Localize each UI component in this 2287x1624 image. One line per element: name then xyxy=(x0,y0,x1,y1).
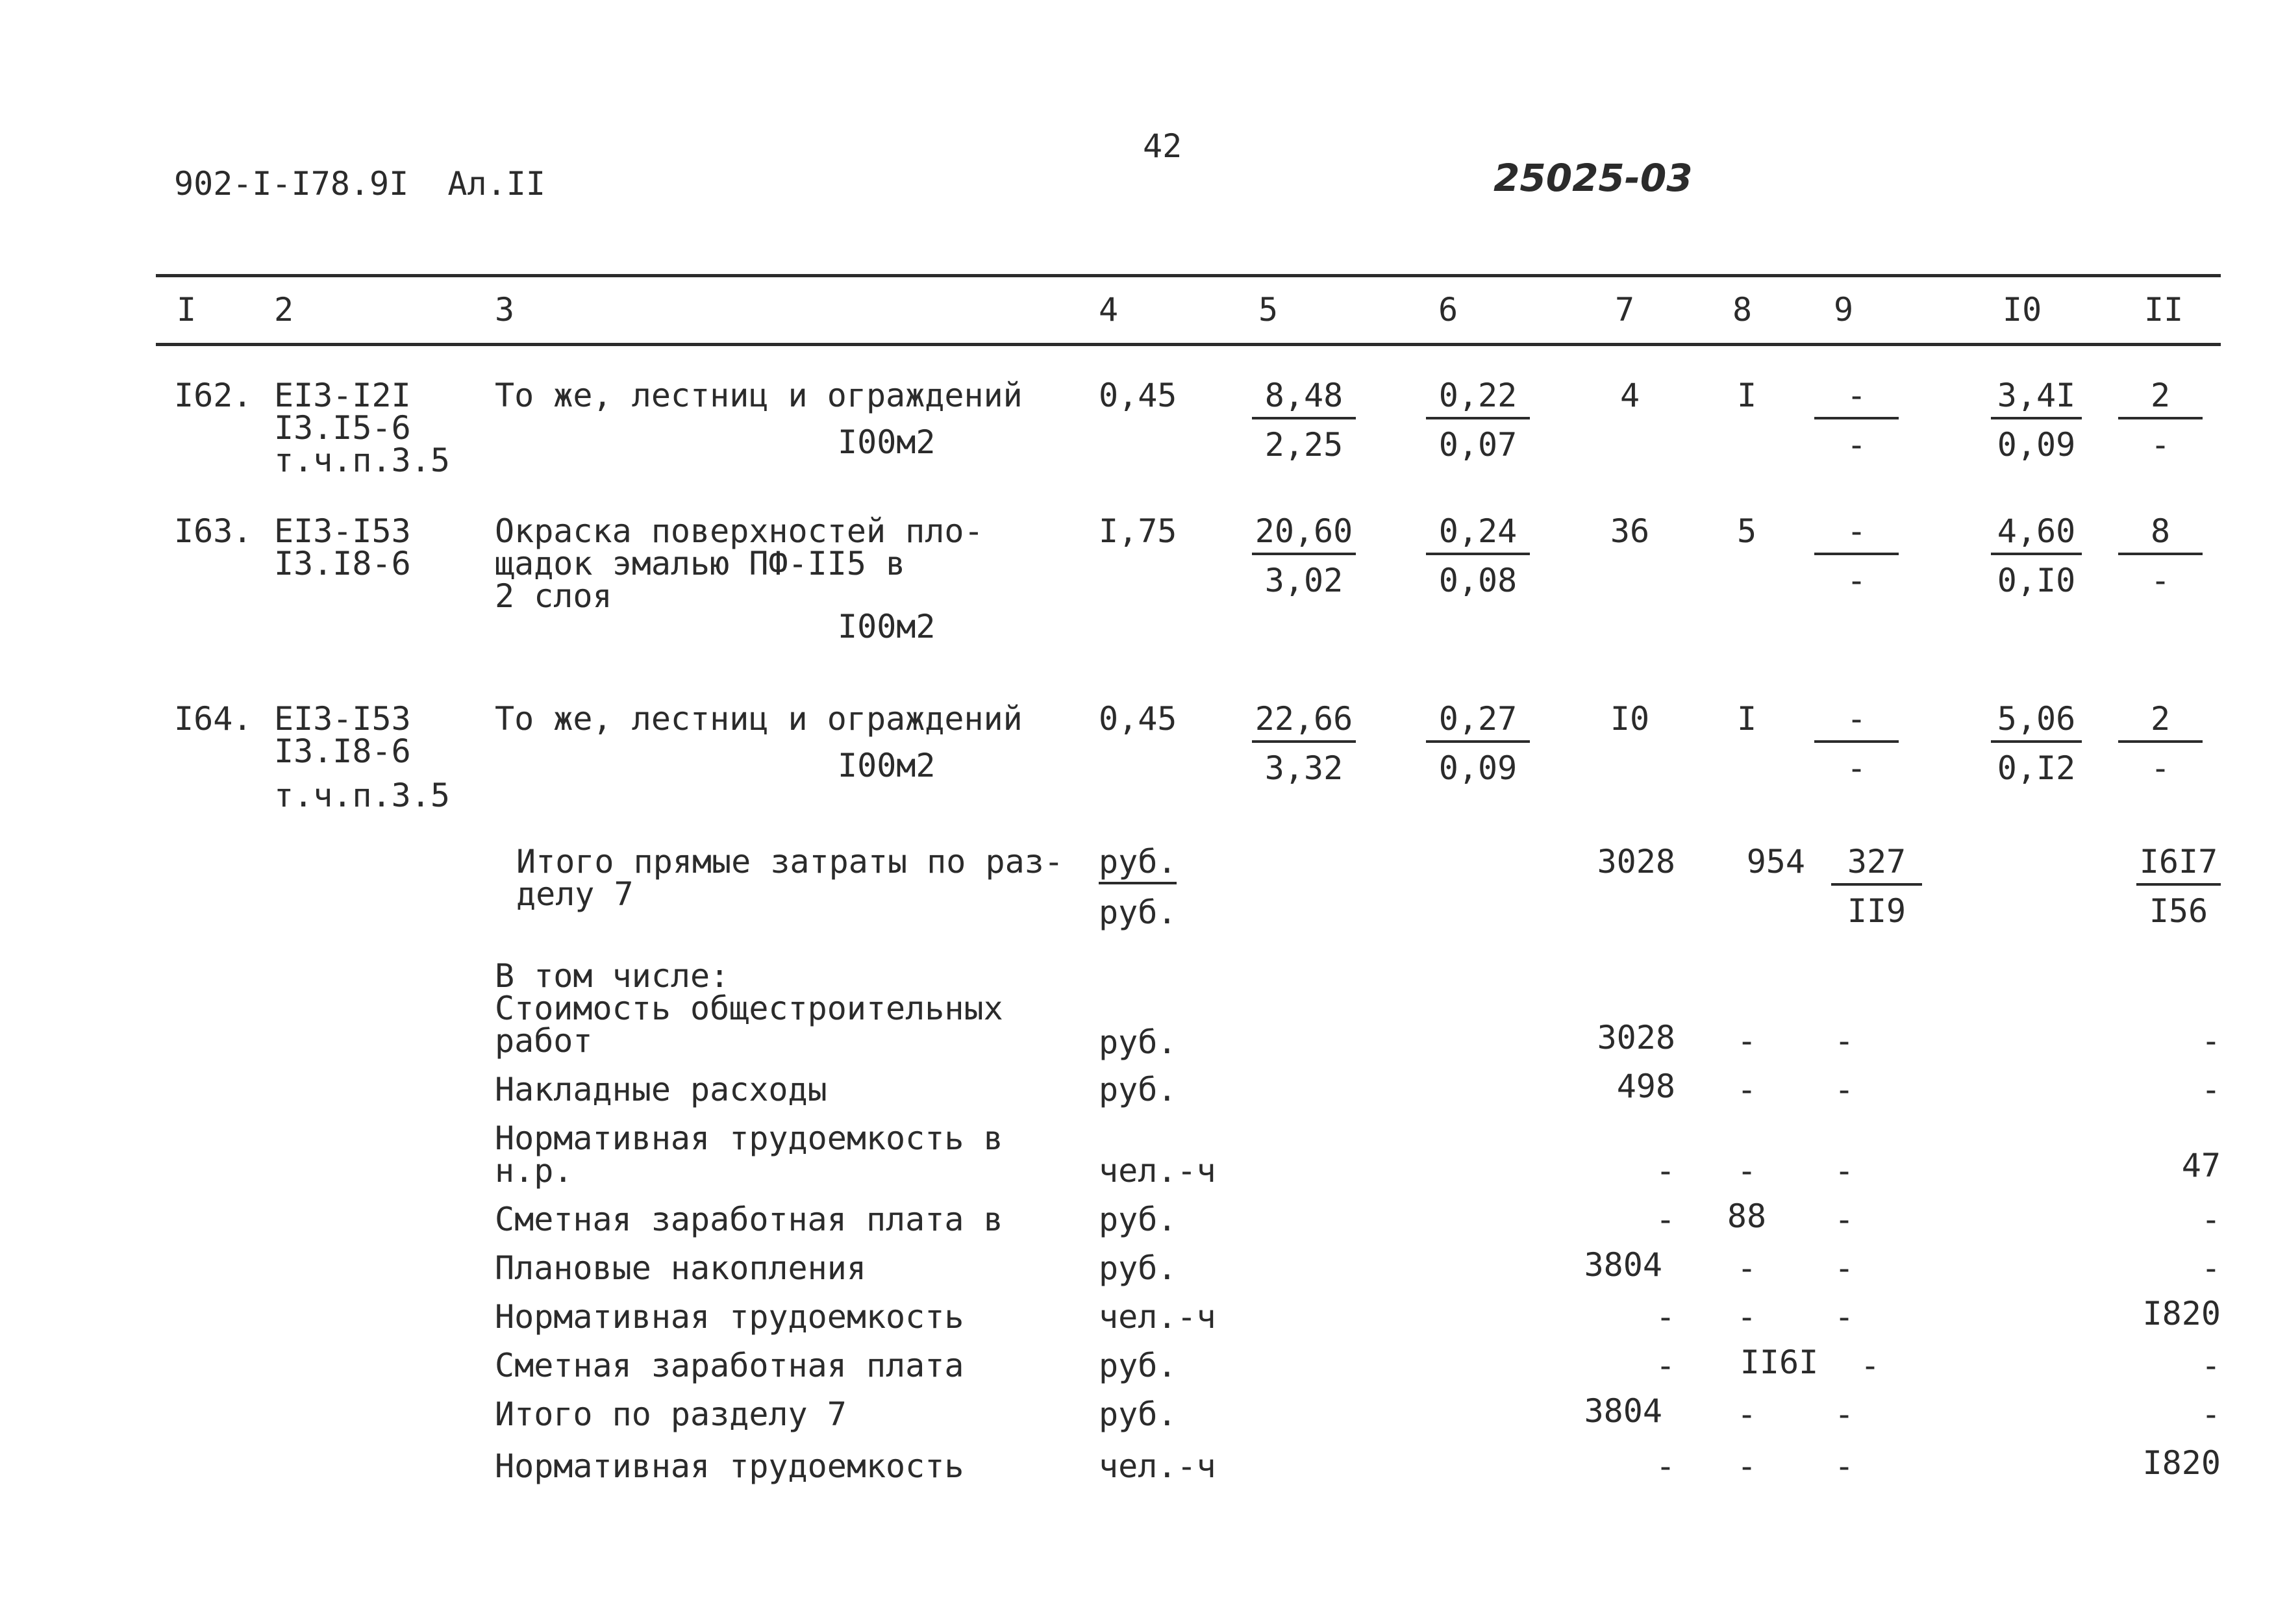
col-header-5: 5 xyxy=(1258,291,1279,329)
summary-col8: - xyxy=(1736,1298,1757,1336)
row-col6-fraction: $\frac{0,27}{0,09}$ xyxy=(1426,703,1530,784)
summary-col9: - xyxy=(1834,1022,1855,1060)
col-header-11: II xyxy=(2144,291,2184,329)
summary-unit: руб. xyxy=(1099,1395,1177,1433)
summary-unit: чел.-ч xyxy=(1099,1447,1216,1485)
row-col8: 5 xyxy=(1736,512,1757,550)
summary-unit: руб. xyxy=(1099,1023,1177,1061)
table-header-rule xyxy=(156,343,2221,346)
summary-col9: - xyxy=(1834,1071,1855,1108)
summary-label: Плановые накопления xyxy=(495,1249,866,1287)
summary-col7: 498 xyxy=(1616,1068,1675,1105)
summary-col11: - xyxy=(2201,1249,2221,1287)
row-quantity: 0,45 xyxy=(1099,377,1177,414)
row-code: I3.I5-6 xyxy=(274,409,411,447)
total-direct-unit: руб. xyxy=(1099,845,1177,884)
row-quantity: I,75 xyxy=(1099,512,1177,550)
summary-col7: 3028 xyxy=(1597,1019,1675,1056)
row-col10-fraction: $\frac{5,06}{0,I2}$ xyxy=(1991,703,2082,784)
total-direct-col8: 954 xyxy=(1746,843,1805,881)
summary-col8: II6I xyxy=(1740,1343,1819,1381)
summary-col9: - xyxy=(1834,1201,1855,1238)
row-col11-fraction: 8 - xyxy=(2118,515,2203,597)
summary-label: Сметная заработная плата xyxy=(495,1347,964,1384)
summary-col8: - xyxy=(1736,1152,1757,1190)
row-code: I3.I8-6 xyxy=(274,545,411,582)
summary-col11: - xyxy=(2201,1395,2221,1433)
row-description: То же, лестниц и ограждений xyxy=(495,377,1023,414)
row-col10-fraction: $\frac{4,60}{0,I0}$ xyxy=(1991,515,2082,597)
row-col9-fraction: - - xyxy=(1814,515,1899,597)
row-col6-fraction: $\frac{0,24}{0,08}$ xyxy=(1426,515,1530,597)
summary-label: Нормативная трудоемкость xyxy=(495,1447,964,1485)
summary-col7: - xyxy=(1655,1201,1675,1238)
summary-col9: - xyxy=(1834,1249,1855,1287)
table-top-rule xyxy=(156,274,2221,277)
summary-label: Стоимость общестроительных xyxy=(495,990,1003,1027)
summary-label: н.р. xyxy=(495,1152,573,1190)
row-description: 2 слоя xyxy=(495,577,612,615)
total-direct-label: Итого прямые затраты по раз- xyxy=(516,843,1064,881)
col-header-7: 7 xyxy=(1615,291,1635,329)
row-code: I3.I8-6 xyxy=(274,732,411,770)
summary-col7: - xyxy=(1655,1298,1675,1336)
summary-col7: - xyxy=(1655,1447,1675,1485)
summary-col8: - xyxy=(1736,1022,1757,1060)
row-col8: I xyxy=(1736,377,1757,414)
row-number: I63. xyxy=(174,512,253,550)
row-col9-fraction: - - xyxy=(1814,379,1899,461)
summary-unit: руб. xyxy=(1099,1249,1177,1287)
summary-col11: - xyxy=(2201,1071,2221,1108)
summary-label: Накладные расходы xyxy=(495,1071,827,1108)
summary-col9: - xyxy=(1834,1298,1855,1336)
row-col7: I0 xyxy=(1610,700,1650,738)
row-col7: 36 xyxy=(1610,512,1650,550)
summary-unit: руб. xyxy=(1099,1347,1177,1384)
row-col8: I xyxy=(1736,700,1757,738)
summary-unit: чел.-ч xyxy=(1099,1298,1216,1336)
row-number: I62. xyxy=(174,377,253,414)
page-number: 42 xyxy=(1143,127,1182,165)
row-number: I64. xyxy=(174,700,253,738)
row-unit: I00м2 xyxy=(838,608,936,645)
row-description: То же, лестниц и ограждений xyxy=(495,700,1023,738)
col-header-4: 4 xyxy=(1099,291,1119,329)
row-code: EI3-I53 xyxy=(274,512,411,550)
summary-col8: - xyxy=(1736,1447,1757,1485)
col-header-10: I0 xyxy=(2003,291,2042,329)
col-header-3: 3 xyxy=(495,291,515,329)
row-col5-fraction: $\frac{8,48}{2,25}$ xyxy=(1252,379,1356,461)
row-code: EI3-I2I xyxy=(274,377,411,414)
summary-col9: - xyxy=(1834,1447,1855,1485)
col-header-6: 6 xyxy=(1438,291,1458,329)
row-code: EI3-I53 xyxy=(274,700,411,738)
including-label: В том числе: xyxy=(495,957,730,995)
summary-label: Нормативная трудоемкость в xyxy=(495,1119,1003,1157)
summary-col8: - xyxy=(1736,1249,1757,1287)
row-description: Окраска поверхностей пло- xyxy=(495,512,984,550)
row-col7: 4 xyxy=(1619,377,1640,414)
summary-unit: руб. xyxy=(1099,1201,1177,1238)
summary-label: Нормативная трудоемкость xyxy=(495,1298,964,1336)
row-col11-fraction: 2 - xyxy=(2118,703,2203,784)
summary-col11: - xyxy=(2201,1347,2221,1384)
row-col5-fraction: $\frac{22,66}{3,32}$ xyxy=(1252,703,1356,784)
row-col10-fraction: $\frac{3,4I}{0,09}$ xyxy=(1991,379,2082,461)
row-col6-fraction: $\frac{0,22}{0,07}$ xyxy=(1426,379,1530,461)
summary-label: Сметная заработная плата в xyxy=(495,1201,1003,1238)
summary-col11: - xyxy=(2201,1201,2221,1238)
total-direct-unit: руб. xyxy=(1099,893,1177,931)
summary-col9: - xyxy=(1834,1152,1855,1190)
summary-col11: 47 xyxy=(2181,1147,2221,1184)
archive-stamp-number: 25025-03 xyxy=(1493,156,1693,200)
row-quantity: 0,45 xyxy=(1099,700,1177,738)
summary-unit: руб. xyxy=(1099,1071,1177,1108)
summary-col8: 88 xyxy=(1727,1197,1767,1235)
summary-col11: I820 xyxy=(2142,1444,2221,1482)
row-col11-fraction: 2 - xyxy=(2118,379,2203,461)
total-direct-col7: 3028 xyxy=(1597,843,1675,881)
row-code: т.ч.п.3.5 xyxy=(274,442,450,479)
summary-col7: 3804 xyxy=(1584,1246,1662,1284)
row-col9-fraction: - - xyxy=(1814,703,1899,784)
col-header-8: 8 xyxy=(1732,291,1753,329)
row-description: щадок эмалью ПФ-II5 в xyxy=(495,545,906,582)
row-unit: I00м2 xyxy=(838,747,936,784)
summary-col7: 3804 xyxy=(1584,1392,1662,1430)
row-col5-fraction: $\frac{20,60}{3,02}$ xyxy=(1252,515,1356,597)
summary-col8: - xyxy=(1736,1395,1757,1433)
summary-col11: I820 xyxy=(2142,1295,2221,1332)
total-direct-label: делу 7 xyxy=(516,875,634,913)
summary-label: работ xyxy=(495,1022,593,1060)
summary-col9: - xyxy=(1834,1395,1855,1433)
row-code: т.ч.п.3.5 xyxy=(274,777,450,814)
row-unit: I00м2 xyxy=(838,423,936,461)
col-header-9: 9 xyxy=(1834,291,1854,329)
summary-col11: - xyxy=(2201,1022,2221,1060)
summary-unit: чел.-ч xyxy=(1099,1152,1216,1190)
total-direct-col11-fraction: $\frac{I6I7}{I56}$ xyxy=(2136,845,2221,927)
total-direct-col9-fraction: $\frac{327}{II9}$ xyxy=(1831,845,1922,927)
col-header-1: I xyxy=(177,291,197,329)
document-code: 902-I-I78.9I Ал.II xyxy=(174,165,545,203)
summary-col8: - xyxy=(1736,1071,1757,1108)
col-header-2: 2 xyxy=(274,291,294,329)
summary-label: Итого по разделу 7 xyxy=(495,1395,847,1433)
summary-col7: - xyxy=(1655,1347,1675,1384)
summary-col9: - xyxy=(1860,1347,1881,1384)
summary-col7: - xyxy=(1655,1152,1675,1190)
